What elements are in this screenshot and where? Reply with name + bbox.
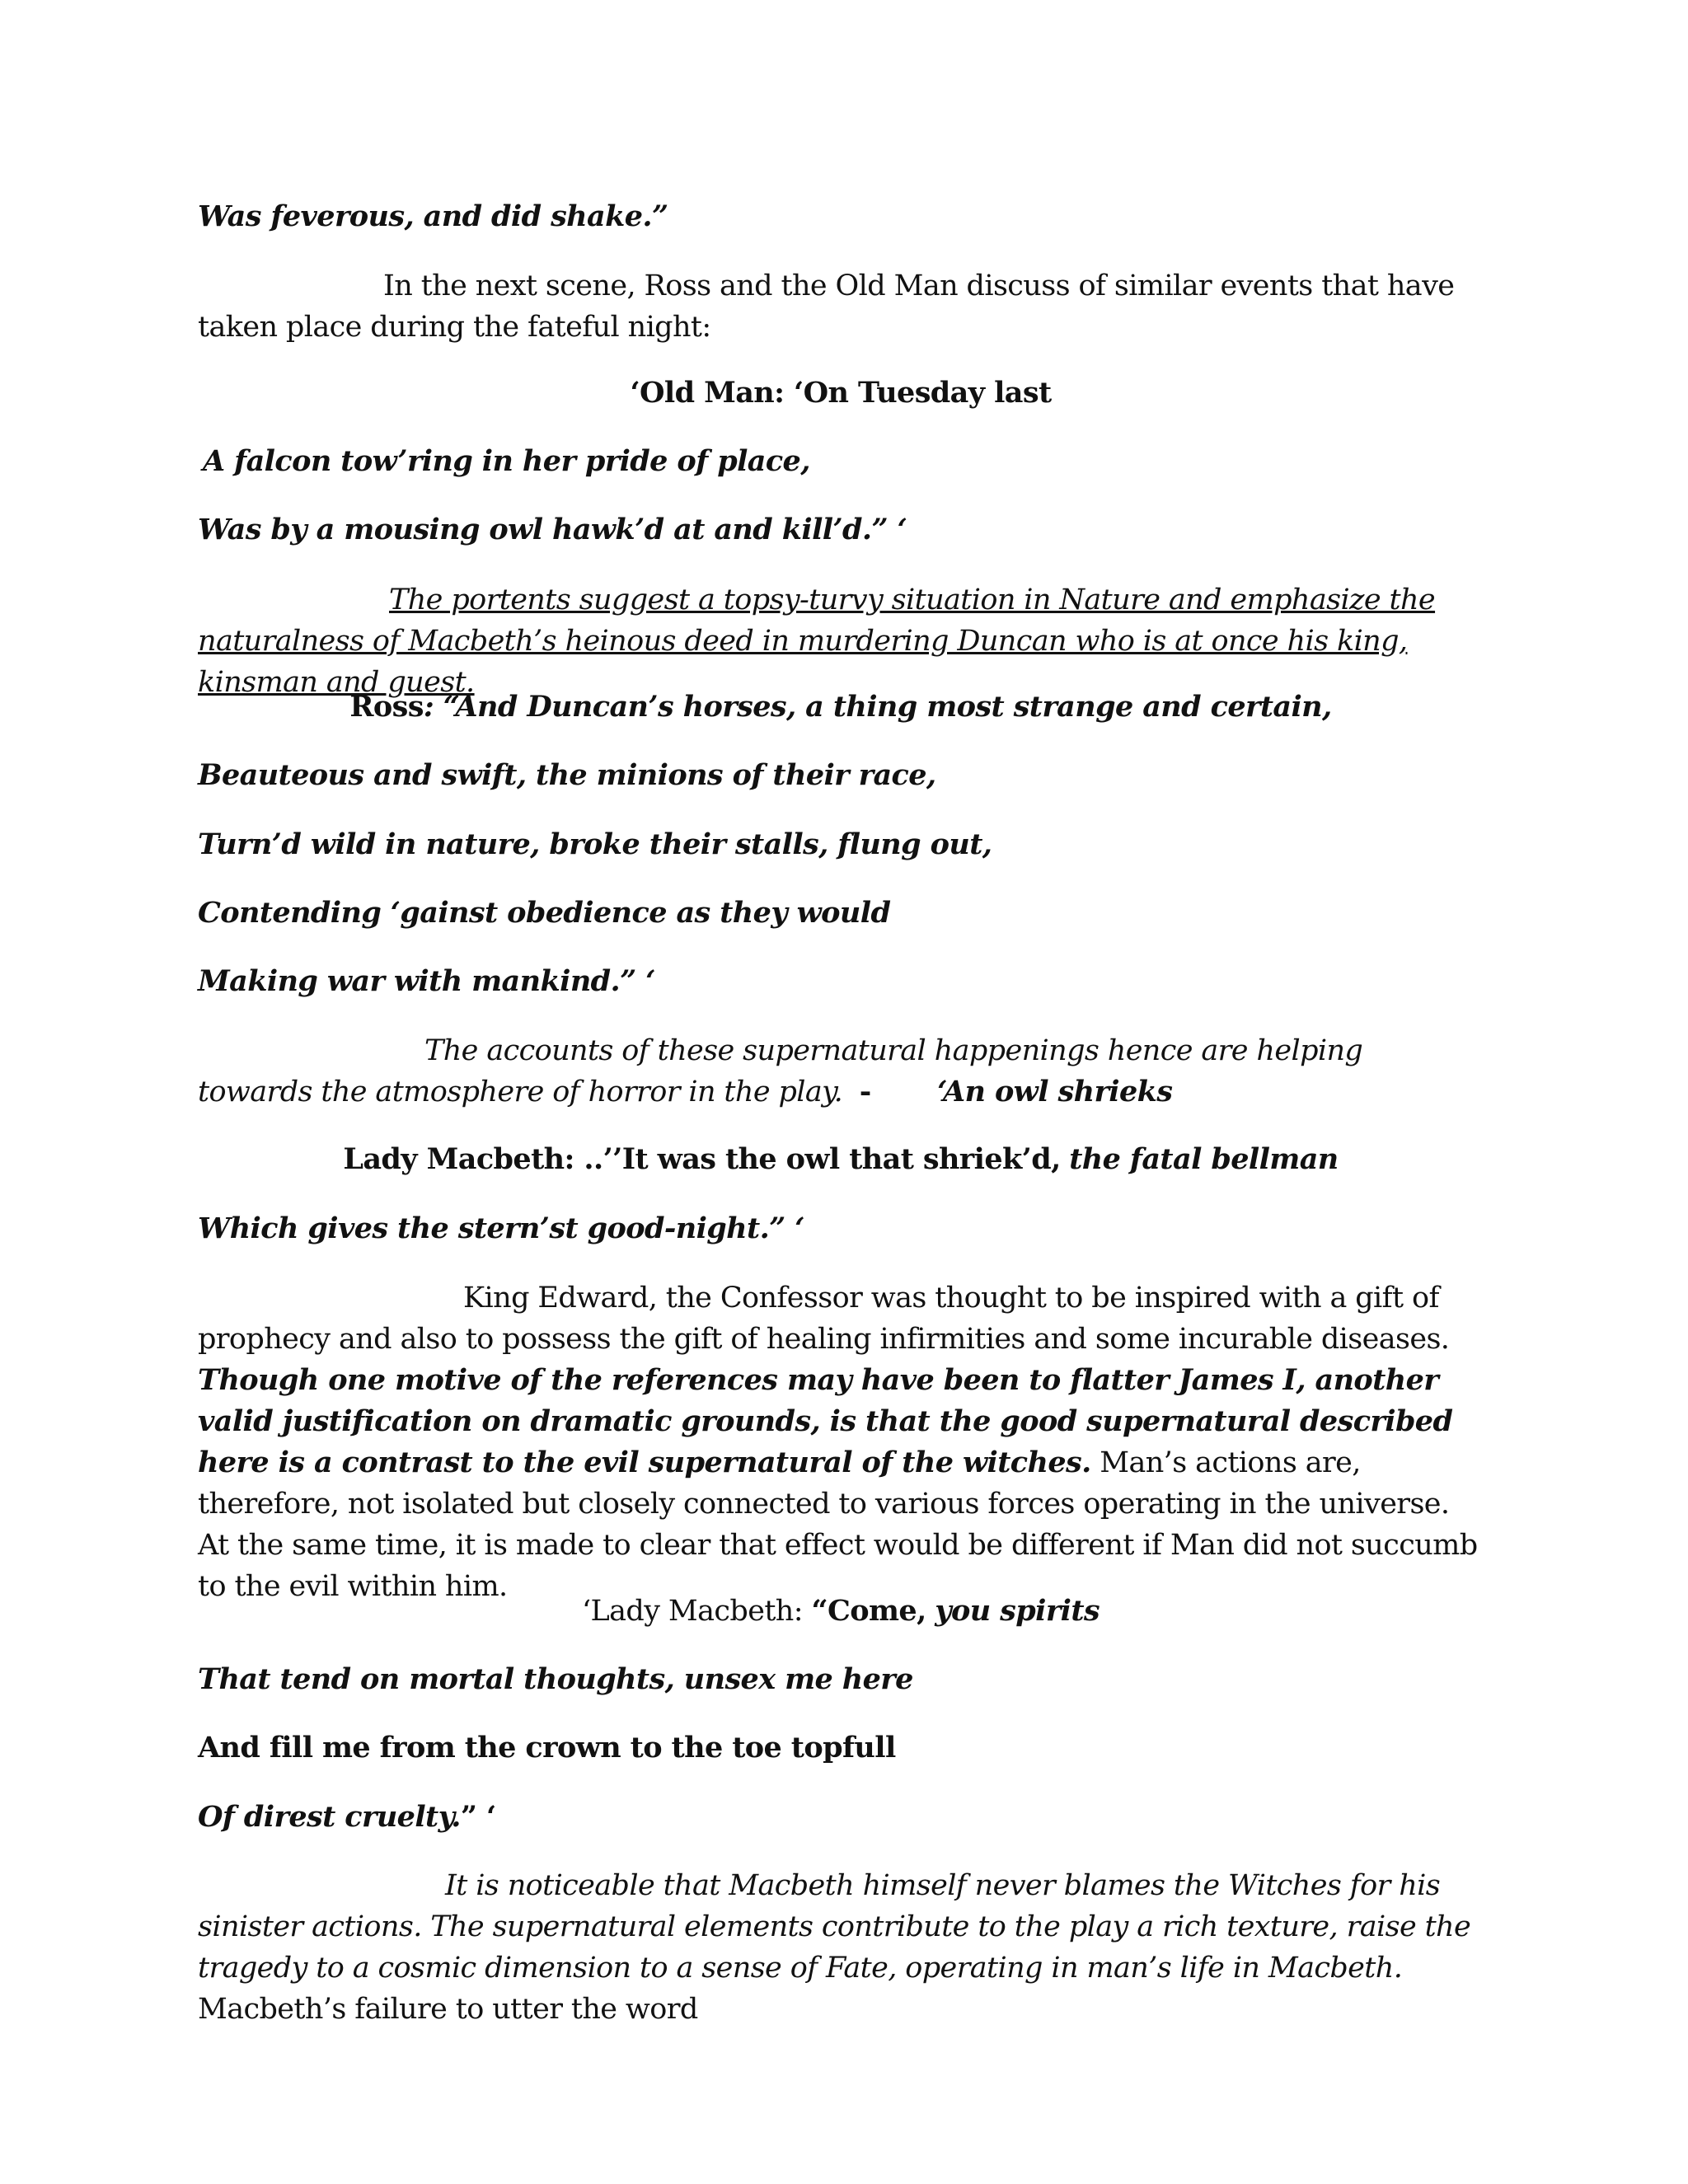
verse-line-owl: Was by a mousing owl hawk’d at and kill’d.” ‘ [198, 513, 907, 546]
cruelty-text: Of direst cruelty. [198, 1800, 461, 1834]
verse-line-tend: That tend on mortal thoughts, unsex me here [198, 1662, 913, 1696]
old-man-heading: ‘Old Man: ‘On Tuesday last [630, 376, 1052, 410]
paragraph-portents: The portents suggest a topsy-turvy situation in Nature and emphasize the naturalness of Macbeth’s heinous deed in murdering Duncan who is at once his king, kinsman and guest. [198, 583, 1436, 699]
verse-line-cruelty [198, 1797, 496, 1838]
ross-speech-line [198, 687, 1484, 728]
king-edward-text-1: King Edward, the Confessor was thought to be inspired with a gift of prophecy and also to possess the gift of healing infirmities and some incurable diseases. [198, 1282, 1450, 1356]
ross-line: : “And Duncan’s horses, a thing most strange and certain, [423, 690, 1332, 724]
lady-macbeth-owl-line [198, 1139, 1484, 1180]
owl-shrieks-line: ‘An owl shrieks [937, 1075, 1173, 1108]
lady-macbeth-spirits-line [198, 1591, 1484, 1632]
verse-line-making-war: Making war with mankind.” ‘ [198, 964, 655, 998]
verse-line-stern-goodnight: Which gives the stern’st good-night.” ‘ [198, 1212, 804, 1245]
paragraph-accounts [198, 1030, 1484, 1113]
noticeable-text: It is noticeable that Macbeth himself never blames the Witches for his sinister actions. The supernatural elements contribute to the play a rich texture, raise the tragedy to a cosmic dimension to a sense of Fate, operating in man’s life in Macbeth. [198, 1869, 1471, 1985]
verse-line-shake: Was feverous, and did shake.” [198, 199, 668, 233]
king-edward-text-2: Man’s actions are, therefore, not isolated but closely connected to various forces operating in the universe. At the same time, it is made to clear that effect would be different if Man did not succumb to the evil within him. [198, 1446, 1478, 1603]
fatal-bellman: the fatal bellman [1069, 1142, 1339, 1176]
verse-line-contending: Contending ‘gainst obedience as they would [198, 896, 891, 930]
paragraph-ross-old-man: In the next scene, Ross and the Old Man discuss of similar events that have taken place during the fateful night: [198, 269, 1455, 344]
noticeable-end: Macbeth’s failure to utter the word [198, 1993, 698, 2026]
paragraph-noticeable [198, 1865, 1484, 2030]
lady-spirits-come: “Come, [811, 1594, 926, 1628]
verse-line-beauteous: Beauteous and swift, the minions of their race, [198, 758, 936, 792]
verse-line-falcon: A falcon tow’ring in her pride of place, [203, 444, 810, 478]
cruelty-end: ” ‘ [460, 1800, 496, 1834]
verse-line-turnd: Turn’d wild in nature, broke their stalls, flung out, [198, 827, 992, 861]
lady-owl-prefix: Lady Macbeth: ..’’It was the owl that shriek’d, [343, 1142, 1061, 1176]
lady-spirits-prefix: ‘Lady Macbeth: [581, 1595, 803, 1628]
paragraph-king-edward [198, 1277, 1484, 1607]
king-edward-emphasis: Though one motive of the references may have been to flatter James I, another valid justification on dramatic grounds, is that the good supernatural described here is a contrast to the evil supernatural of the witches. [198, 1363, 1453, 1479]
ross-speaker: Ross [349, 690, 424, 724]
verse-line-fill: And fill me from the crown to the toe topfull [198, 1731, 896, 1765]
lady-spirits-you: you spirits [935, 1594, 1100, 1628]
accounts-dash: - [859, 1075, 871, 1108]
accounts-text: The accounts of these supernatural happenings hence are helping towards the atmosphere of horror in the play. [198, 1034, 1363, 1108]
